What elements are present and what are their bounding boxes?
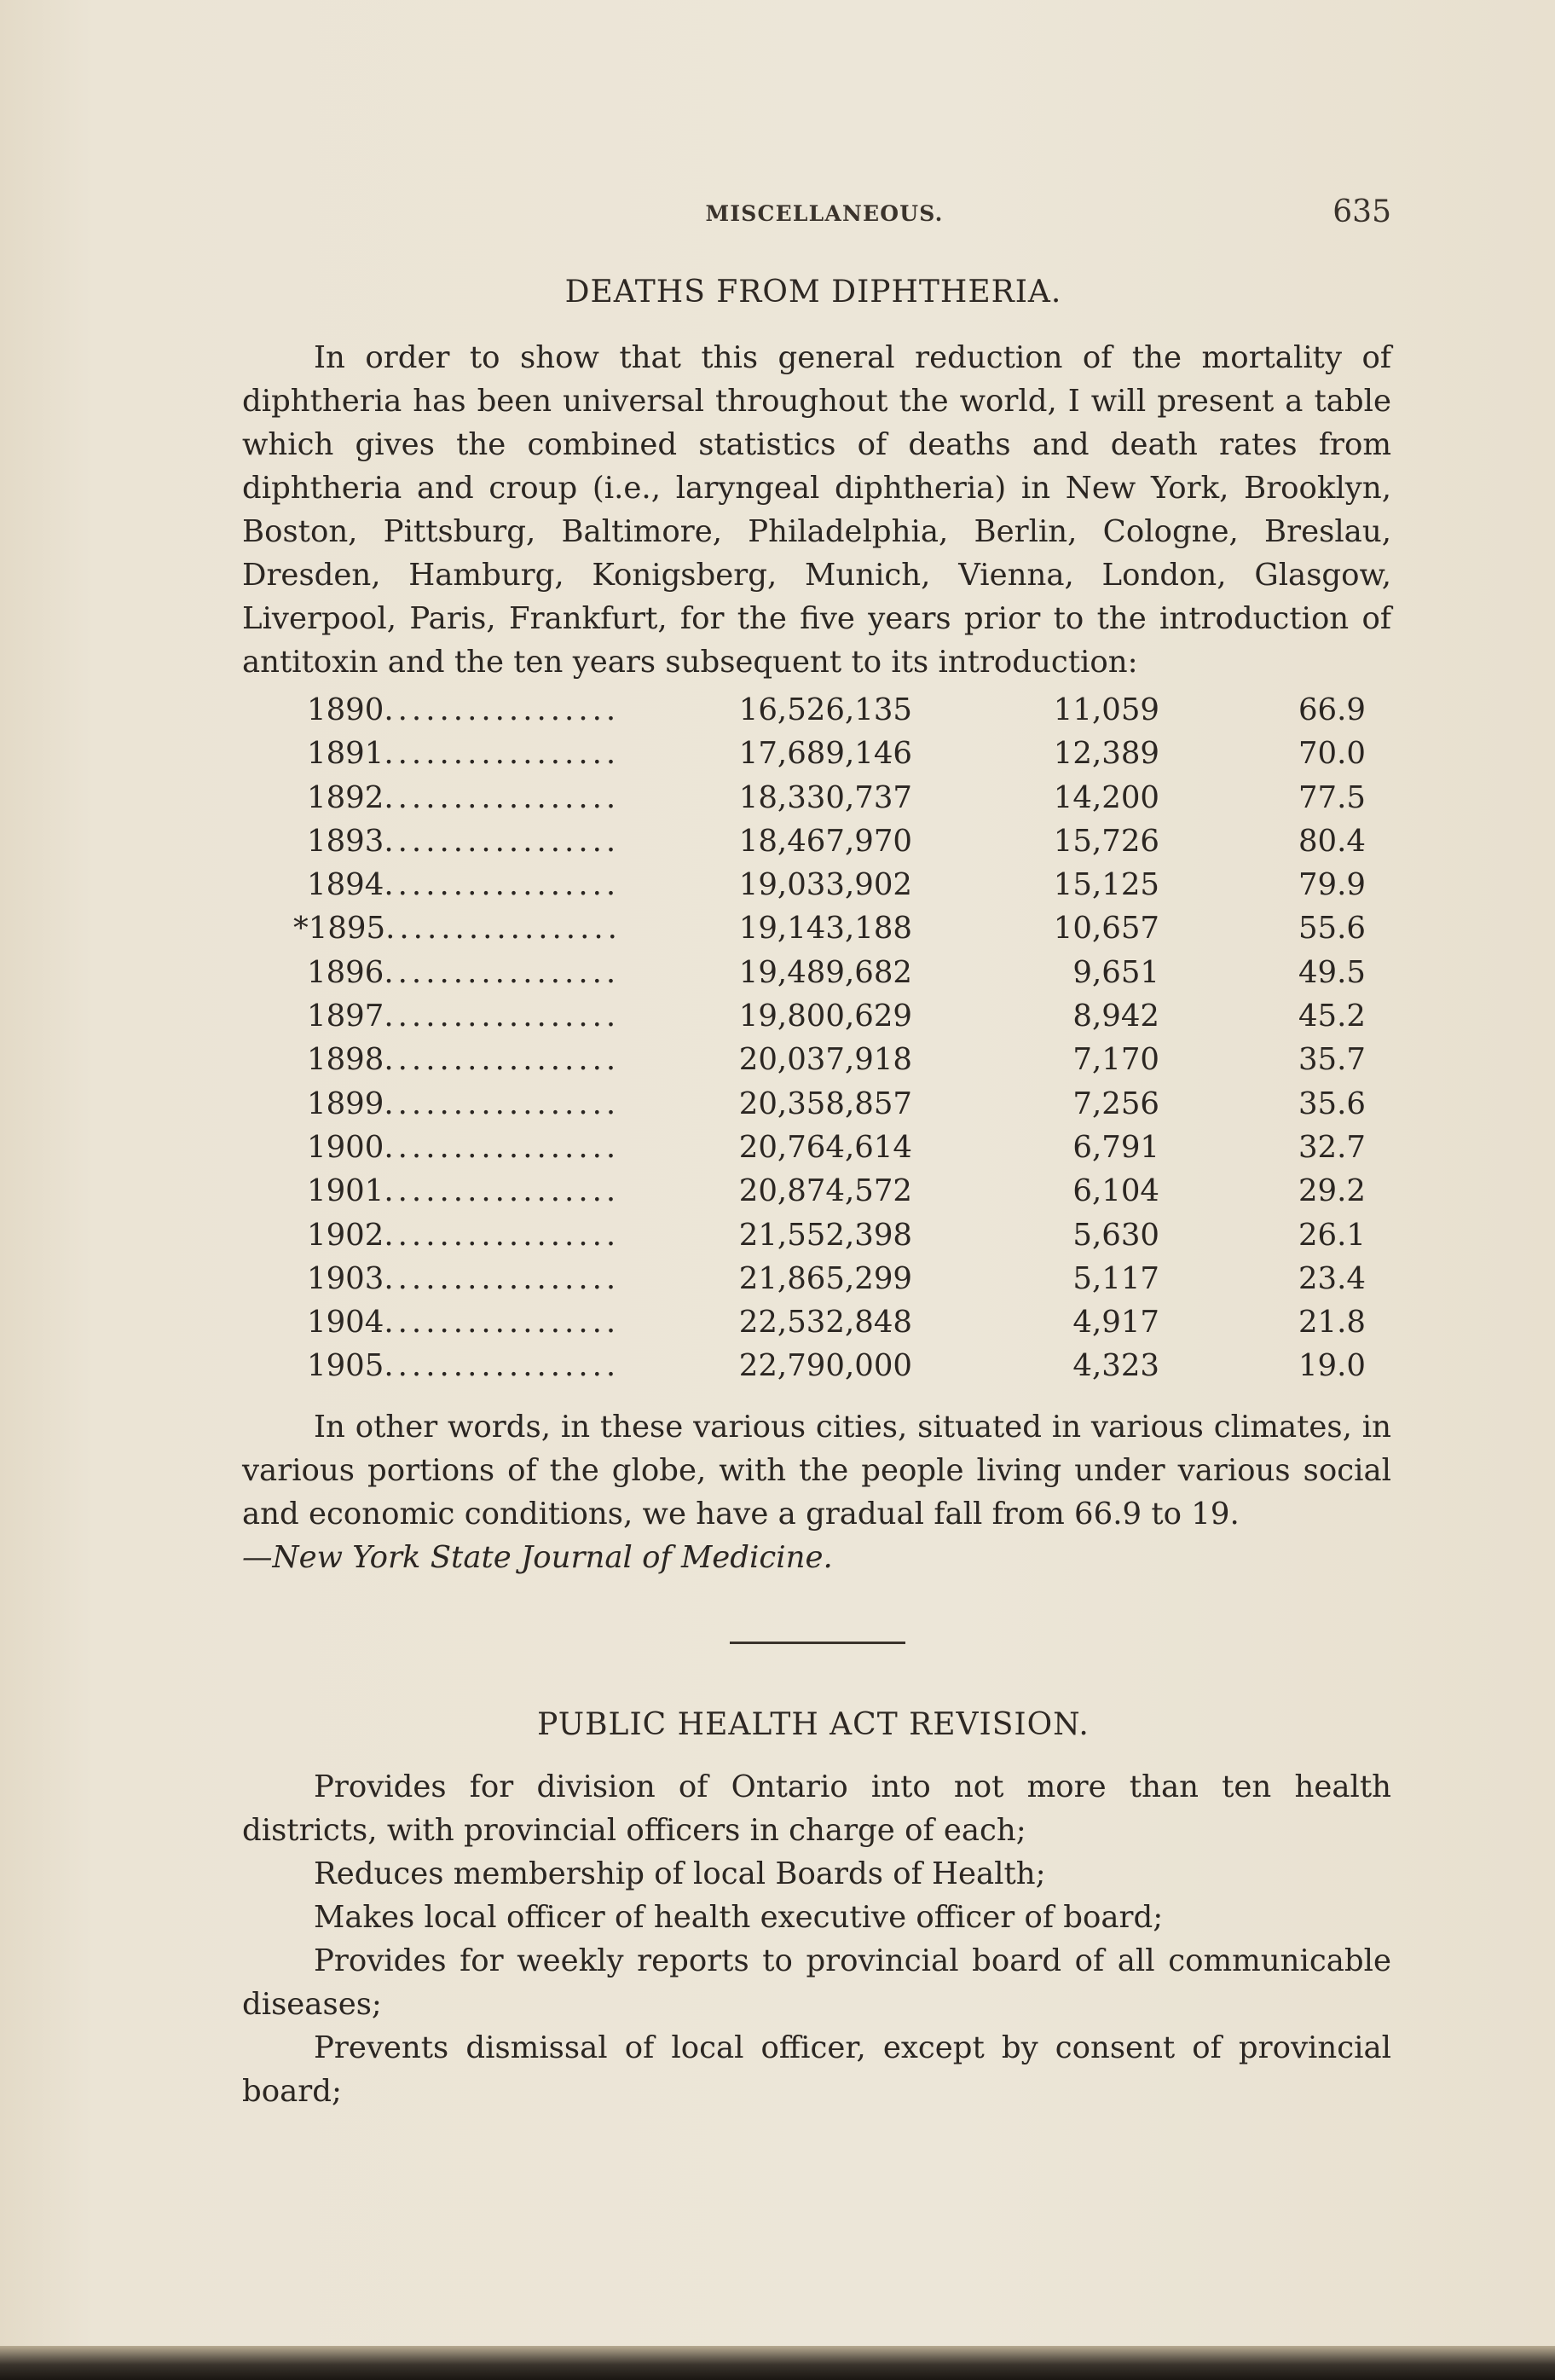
table-row <box>307 1218 1381 1261</box>
death-rate-cell: 23.4 <box>1298 1260 1366 1296</box>
table-row <box>307 736 1381 779</box>
population-cell: 20,358,857 <box>738 1086 912 1121</box>
deaths-cell: 7,256 <box>1072 1086 1159 1121</box>
year-cell: 1893................. <box>307 823 621 859</box>
table-row <box>307 780 1381 824</box>
deaths-cell: 5,630 <box>1072 1217 1159 1253</box>
death-rate-cell: 55.6 <box>1298 911 1366 947</box>
leader-dots: ................. <box>384 1305 621 1341</box>
death-rate-cell: 49.5 <box>1298 954 1366 990</box>
year-cell: 1898................. <box>307 1042 621 1078</box>
table-row <box>307 1261 1381 1305</box>
leader-dots: ................. <box>384 867 621 903</box>
leader-dots: ................. <box>384 1217 621 1253</box>
intro-paragraph <box>242 336 1391 684</box>
year-cell: 1901................. <box>307 1173 621 1209</box>
deaths-cell: 15,726 <box>1053 823 1159 859</box>
death-rate-cell: 70.0 <box>1298 736 1366 772</box>
deaths-cell: 7,170 <box>1072 1042 1159 1078</box>
population-cell: 19,033,902 <box>738 867 912 903</box>
conclusion-paragraph <box>242 1405 1391 1579</box>
death-rate-cell: 19.0 <box>1298 1348 1366 1384</box>
year-cell: 1905................. <box>307 1348 621 1384</box>
year-cell: 1902................. <box>307 1217 621 1253</box>
death-rate-cell: 32.7 <box>1298 1129 1366 1165</box>
leader-dots: ................. <box>384 736 621 772</box>
death-rate-cell: 26.1 <box>1298 1217 1366 1253</box>
population-cell: 18,467,970 <box>738 823 912 859</box>
year-cell: 1899................. <box>307 1086 621 1121</box>
table-row <box>307 824 1381 867</box>
year-cell: 1900................. <box>307 1129 621 1165</box>
leader-dots: ................. <box>384 1260 621 1296</box>
deaths-cell: 4,323 <box>1072 1348 1159 1384</box>
leader-dots: ................. <box>384 823 621 859</box>
death-rate-cell: 29.2 <box>1298 1173 1366 1209</box>
leader-dots: ................. <box>384 1348 621 1384</box>
list-item: Reduces membership of local Boards of Health; <box>314 1856 1046 1891</box>
deaths-cell: 11,059 <box>1053 692 1159 727</box>
intro-text: In order to show that this general reduction of the mortality of diphtheria has been universal throughout the world, I will present a table which gives the combined statistics of deaths and death rates from diphtheria and croup (i.e., laryngeal diphtheria) in New York, Brooklyn, Boston, Pittsburg, Baltimore, Philadelphia, Berlin, Cologne, Breslau, Dresden, Hamburg, Konigsberg, Munich, Vienna, London, Glasgow, Liverpool, Paris, Frankfurt, for the five years prior to the introduction of antitoxin and the ten years subsequent to its introduction: <box>242 340 1391 680</box>
deaths-cell: 14,200 <box>1053 779 1159 815</box>
page-bottom-edge <box>0 2346 1555 2380</box>
year-cell: *1895................. <box>293 911 621 947</box>
leader-dots: ................. <box>384 954 621 990</box>
table-row <box>307 1348 1381 1392</box>
leader-dots: ................. <box>384 1042 621 1078</box>
deaths-cell: 8,942 <box>1072 999 1159 1034</box>
death-rate-cell: 35.7 <box>1298 1042 1366 1078</box>
death-rate-cell: 45.2 <box>1298 999 1366 1034</box>
year-cell: 1891................. <box>307 736 621 772</box>
population-cell: 19,489,682 <box>738 954 912 990</box>
deaths-cell: 6,791 <box>1072 1129 1159 1165</box>
table-row <box>307 955 1381 999</box>
list-item: Provides for division of Ontario into not more than ten health districts, with provincial officers in charge of each; <box>242 1769 1391 1848</box>
population-cell: 19,800,629 <box>738 999 912 1034</box>
table-row <box>307 999 1381 1042</box>
table-row <box>307 1086 1381 1130</box>
year-cell: 1892................. <box>307 779 621 815</box>
year-cell: 1890................. <box>307 692 621 727</box>
population-cell: 20,764,614 <box>738 1129 912 1165</box>
population-cell: 18,330,737 <box>738 779 912 815</box>
population-cell: 17,689,146 <box>738 736 912 772</box>
population-cell: 16,526,135 <box>738 692 912 727</box>
diphtheria-statistics-table <box>293 692 1381 1393</box>
page-number: 635 <box>1332 194 1391 229</box>
list-item: Provides for weekly reports to provincial board of all communicable diseases; <box>242 1943 1391 2022</box>
table-row <box>307 1305 1381 1348</box>
death-rate-cell: 35.6 <box>1298 1086 1366 1121</box>
deaths-cell: 4,917 <box>1072 1305 1159 1341</box>
leader-dots: ................. <box>384 779 621 815</box>
deaths-cell: 6,104 <box>1072 1173 1159 1209</box>
death-rate-cell: 66.9 <box>1298 692 1366 727</box>
table-row <box>307 1173 1381 1217</box>
leader-dots: ................. <box>384 692 621 727</box>
table-row <box>307 867 1381 911</box>
leader-dots: ................. <box>384 1173 621 1209</box>
population-cell: 21,552,398 <box>738 1217 912 1253</box>
deaths-cell: 12,389 <box>1053 736 1159 772</box>
leader-dots: ................. <box>384 1086 621 1121</box>
death-rate-cell: 21.8 <box>1298 1305 1366 1341</box>
leader-dots: ................. <box>385 911 621 947</box>
population-cell: 22,790,000 <box>738 1348 912 1384</box>
year-cell: 1894................. <box>307 867 621 903</box>
year-cell: 1903................. <box>307 1260 621 1296</box>
section-title-public-health: PUBLIC HEALTH ACT REVISION. <box>537 1707 1090 1742</box>
section-divider <box>730 1642 905 1644</box>
deaths-cell: 9,651 <box>1072 954 1159 990</box>
deaths-cell: 10,657 <box>1053 911 1159 947</box>
list-item: Makes local officer of health executive officer of board; <box>314 1900 1164 1935</box>
source-citation: —New York State Journal of Medicine. <box>242 1540 833 1575</box>
deaths-cell: 15,125 <box>1053 867 1159 903</box>
population-cell: 20,037,918 <box>738 1042 912 1078</box>
year-cell: 1896................. <box>307 954 621 990</box>
population-cell: 20,874,572 <box>738 1173 912 1209</box>
death-rate-cell: 80.4 <box>1298 823 1366 859</box>
population-cell: 22,532,848 <box>738 1305 912 1341</box>
table-row <box>307 1042 1381 1086</box>
deaths-cell: 5,117 <box>1072 1260 1159 1296</box>
population-cell: 21,865,299 <box>738 1260 912 1296</box>
list-item: Prevents dismissal of local officer, except by consent of provincial board; <box>242 2030 1391 2109</box>
table-row <box>307 1130 1381 1173</box>
table-row <box>293 911 1381 954</box>
leader-dots: ................. <box>384 1129 621 1165</box>
population-cell: 19,143,188 <box>738 911 912 947</box>
table-row <box>307 692 1381 736</box>
death-rate-cell: 79.9 <box>1298 867 1366 903</box>
section-title-diphtheria: DEATHS FROM DIPHTHERIA. <box>564 275 1062 310</box>
year-cell: 1904................. <box>307 1305 621 1341</box>
conclusion-text: In other words, in these various cities, situated in various climates, in various portions of the globe, with the people living under various social and economic conditions, we have a gradual fall from 66.9 to 19. <box>242 1410 1391 1532</box>
year-cell: 1897................. <box>307 999 621 1034</box>
leader-dots: ................. <box>384 999 621 1034</box>
death-rate-cell: 77.5 <box>1298 779 1366 815</box>
running-head: MISCELLANEOUS. <box>705 201 944 226</box>
